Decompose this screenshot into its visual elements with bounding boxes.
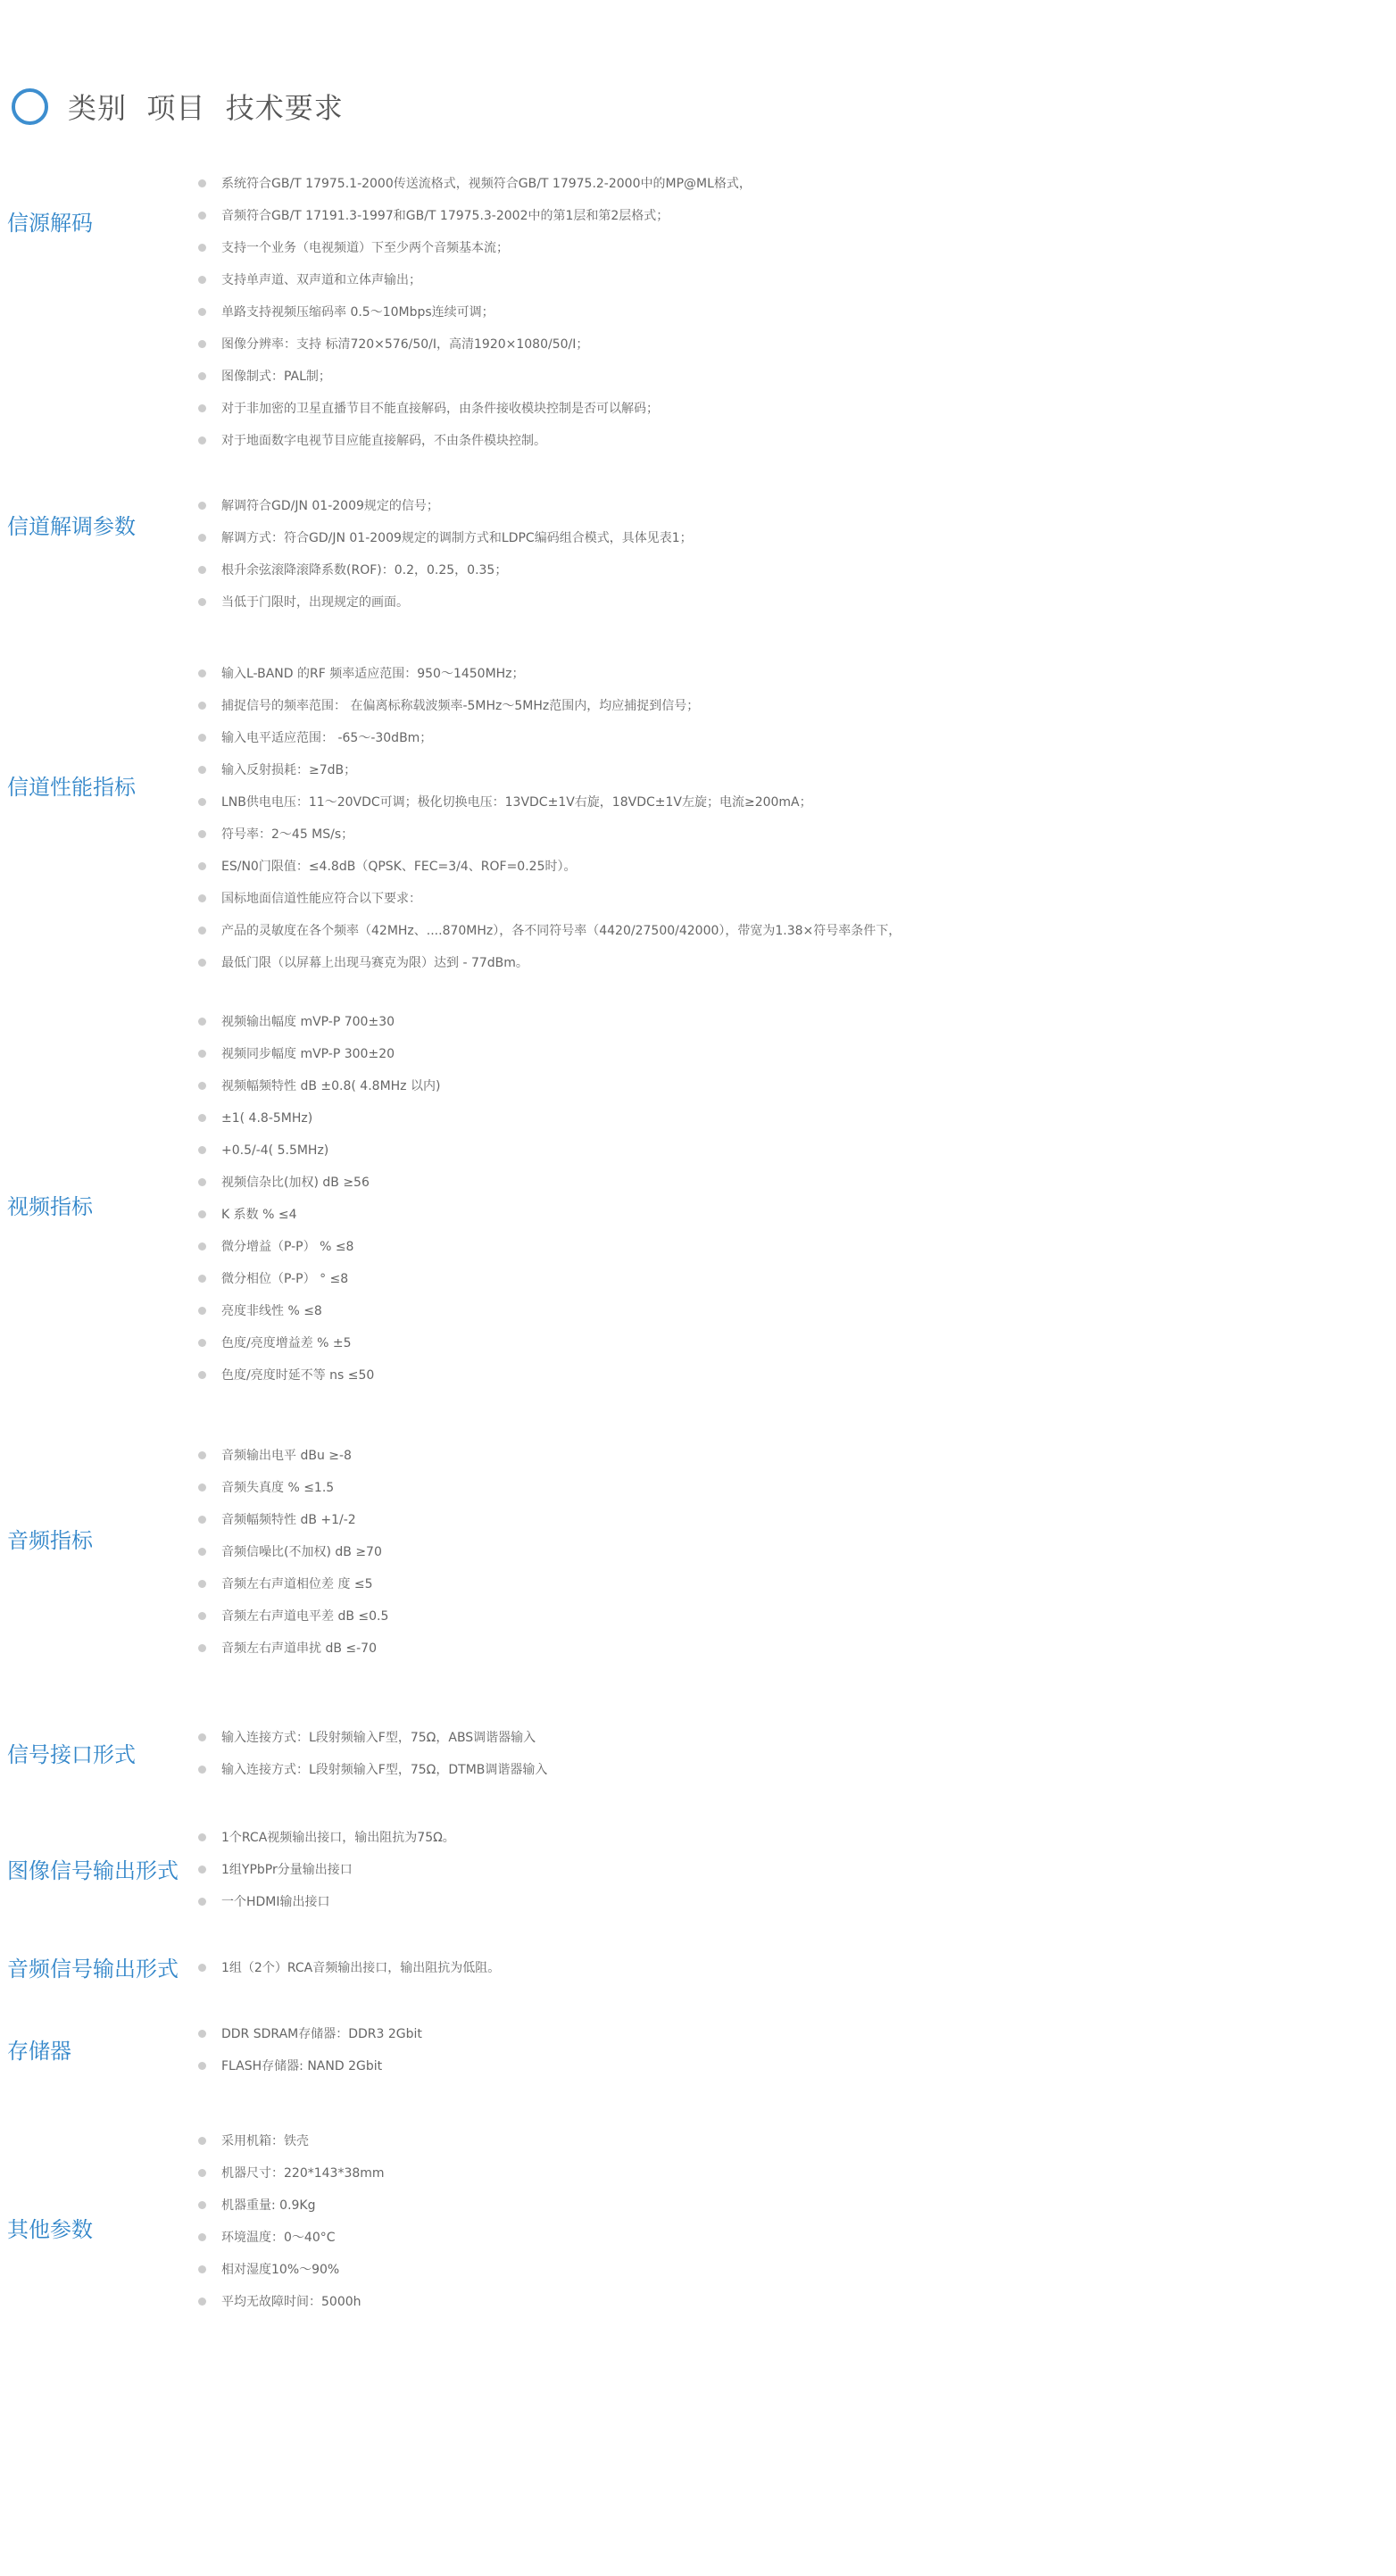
- spec-item: 视频信杂比(加权) dB ≥56: [221, 1176, 370, 1190]
- bullet-icon: [198, 2062, 206, 2070]
- bullet-icon: [198, 862, 206, 870]
- bullet-icon: [198, 766, 206, 774]
- bullet-icon: [198, 1114, 206, 1122]
- category-label: 信号接口形式: [7, 1742, 136, 1767]
- bullet-icon: [198, 244, 206, 252]
- spec-item: 符号率：2～45 MS/s；: [221, 827, 354, 842]
- bullet-icon: [198, 1964, 206, 1972]
- bullet-icon: [198, 1612, 206, 1620]
- bullet-icon: [198, 894, 206, 902]
- spec-item: 最低门限（以屏幕上出现马赛克为限）达到 - 77dBm。: [221, 956, 528, 970]
- category-label: 存储器: [7, 2039, 71, 2064]
- bullet-icon: [198, 1451, 206, 1459]
- spec-item: 音频符合GB/T 17191.3-1997和GB/T 17975.3-2002中的第1层和第2层格式；: [221, 209, 669, 223]
- spec-item: 音频信噪比(不加权) dB ≥70: [221, 1545, 382, 1559]
- bullet-icon: [198, 566, 206, 574]
- spec-item: 机器尺寸：220*143*38mm: [221, 2166, 385, 2181]
- category-label: 音频信号输出形式: [7, 1957, 179, 1982]
- bullet-icon: [198, 1733, 206, 1741]
- spec-item: 当低于门限时，出现规定的画面。: [221, 595, 409, 610]
- spec-item: 输入反射损耗：≥7dB；: [221, 763, 357, 777]
- bullet-icon: [198, 2169, 206, 2177]
- bullet-icon: [198, 1548, 206, 1556]
- bullet-icon: [198, 1275, 206, 1283]
- bullet-icon: [198, 669, 206, 677]
- bullet-icon: [198, 2233, 206, 2241]
- spec-item: 色度/亮度增益差 % ±5: [221, 1336, 352, 1350]
- spec-item: 音频失真度 % ≤1.5: [221, 1481, 335, 1495]
- spec-item: 平均无故障时间：5000h: [221, 2295, 361, 2309]
- bullet-icon: [198, 1082, 206, 1090]
- bullet-icon: [198, 1050, 206, 1058]
- category-label: 视频指标: [7, 1194, 93, 1219]
- spec-item: 色度/亮度时延不等 ns ≤50: [221, 1368, 375, 1383]
- spec-item: 图像分辨率：支持 标清720×576/50/I，高清1920×1080/50/I；: [221, 337, 589, 352]
- bullet-icon: [198, 2265, 206, 2273]
- bullet-icon: [198, 2298, 206, 2306]
- bullet-icon: [198, 1307, 206, 1315]
- page-title: 类别 项目 技术要求: [68, 91, 344, 125]
- bullet-icon: [198, 959, 206, 967]
- spec-item: FLASH存储器: NAND 2Gbit: [221, 2059, 383, 2073]
- spec-item: 音频左右声道串扰 dB ≤-70: [221, 1641, 377, 1656]
- bullet-icon: [198, 598, 206, 606]
- bullet-icon: [198, 1018, 206, 1026]
- spec-item: 音频左右声道电平差 dB ≤0.5: [221, 1609, 389, 1624]
- bullet-icon: [198, 179, 206, 187]
- spec-item: 对于地面数字电视节目应能直接解码，不由条件模块控制。: [221, 434, 546, 448]
- spec-item: 亮度非线性 % ≤8: [221, 1304, 322, 1318]
- spec-item: DDR SDRAM存储器：DDR3 2Gbit: [221, 2027, 422, 2041]
- bullet-icon: [198, 2030, 206, 2038]
- spec-item: ±1( 4.8-5MHz): [221, 1111, 313, 1126]
- bullet-icon: [198, 1898, 206, 1906]
- spec-item: 视频同步幅度 mVP-P 300±20: [221, 1047, 395, 1061]
- spec-item: 单路支持视频压缩码率 0.5～10Mbps连续可调；: [221, 305, 494, 320]
- bullet-icon: [198, 1833, 206, 1841]
- category-label: 信道解调参数: [7, 514, 136, 539]
- spec-item: 输入连接方式：L段射频输入F型，75Ω，DTMB调谐器输入: [221, 1763, 548, 1777]
- spec-item: 对于非加密的卫星直播节目不能直接解码，由条件接收模块控制是否可以解码；: [221, 402, 659, 416]
- spec-item: 相对湿度10%～90%: [221, 2263, 340, 2277]
- bullet-icon: [198, 2137, 206, 2145]
- bullet-icon: [198, 404, 206, 412]
- spec-item: 音频输出电平 dBu ≥-8: [221, 1449, 352, 1463]
- bullet-icon: [198, 1516, 206, 1524]
- bullet-icon: [198, 1866, 206, 1874]
- spec-item: LNB供电电压：11～20VDC可调；极化切换电压：13VDC±1V右旋，18VDC±1V左旋；电流≥200mA；: [221, 795, 812, 810]
- bullet-icon: [198, 830, 206, 838]
- spec-item: 支持一个业务（电视频道）下至少两个音频基本流；: [221, 241, 509, 255]
- spec-item: 音频幅频特性 dB +1/-2: [221, 1513, 356, 1527]
- bullet-icon: [198, 340, 206, 348]
- bullet-icon: [198, 1178, 206, 1186]
- spec-item: 根升余弦滚降滚降系数(ROF)：0.2，0.25，0.35；: [221, 563, 508, 578]
- spec-item: 输入电平适应范围： -65～-30dBm；: [221, 731, 433, 745]
- bullet-icon: [198, 436, 206, 445]
- spec-item: 视频幅频特性 dB ±0.8( 4.8MHz 以内): [221, 1079, 441, 1093]
- bullet-icon: [198, 1371, 206, 1379]
- spec-item: 支持单声道、双声道和立体声输出；: [221, 273, 421, 287]
- spec-item: 音频左右声道相位差 度 ≤5: [221, 1577, 373, 1591]
- spec-item: K 系数 % ≤4: [221, 1208, 297, 1222]
- bullet-icon: [198, 1580, 206, 1588]
- bullet-icon: [198, 927, 206, 935]
- spec-item: 图像制式：PAL制；: [221, 370, 331, 384]
- bullet-icon: [198, 1210, 206, 1218]
- category-label: 信源解码: [7, 211, 93, 236]
- bullet-icon: [198, 1146, 206, 1154]
- spec-item: 输入L-BAND 的RF 频率适应范围：950～1450MHz；: [221, 667, 525, 681]
- circle-icon: [12, 88, 48, 125]
- bullet-icon: [198, 276, 206, 284]
- bullet-icon: [198, 1483, 206, 1492]
- spec-item: 环境温度：0～40°C: [221, 2231, 336, 2245]
- bullet-icon: [198, 2201, 206, 2209]
- spec-item: 解调符合GD/JN 01-2009规定的信号；: [221, 499, 439, 513]
- spec-item: 解调方式：符合GD/JN 01-2009规定的调制方式和LDPC编码组合模式，具体见表1；: [221, 531, 693, 545]
- spec-item: 1个RCA视频输出接口，输出阻抗为75Ω。: [221, 1831, 455, 1845]
- spec-item: 捕捉信号的频率范围： 在偏离标称载波频率-5MHz～5MHz范围内，均应捕捉到信号；: [221, 699, 700, 713]
- bullet-icon: [198, 212, 206, 220]
- spec-item: ES/N0门限值：≤4.8dB（QPSK、FEC=3/4、ROF=0.25时）。: [221, 860, 577, 874]
- bullet-icon: [198, 1242, 206, 1251]
- spec-item: 输入连接方式：L段射频输入F型，75Ω，ABS调谐器输入: [221, 1731, 536, 1745]
- bullet-icon: [198, 1644, 206, 1652]
- spec-item: 一个HDMI输出接口: [221, 1895, 330, 1909]
- spec-item: 系统符合GB/T 17975.1-2000传送流格式，视频符合GB/T 17975.2-2000中的MP@ML格式，: [221, 177, 752, 191]
- bullet-icon: [198, 798, 206, 806]
- spec-item: 微分增益（P-P） % ≤8: [221, 1240, 354, 1254]
- category-label: 其他参数: [7, 2217, 93, 2242]
- spec-item: 产品的灵敏度在各个频率（42MHz、....870MHz），各不同符号率（4420/27500/42000），带宽为1.38×符号率条件下，: [221, 924, 902, 938]
- bullet-icon: [198, 1339, 206, 1347]
- bullet-icon: [198, 1766, 206, 1774]
- category-label: 音频指标: [7, 1528, 93, 1553]
- spec-item: 1组（2个）RCA音频输出接口，输出阻抗为低阻。: [221, 1961, 501, 1975]
- spec-item: 采用机箱：铁壳: [221, 2134, 309, 2148]
- category-label: 信道性能指标: [7, 775, 136, 800]
- bullet-icon: [198, 702, 206, 710]
- category-label: 图像信号输出形式: [7, 1858, 179, 1883]
- spec-item: 机器重量: 0.9Kg: [221, 2198, 316, 2213]
- spec-item: 国标地面信道性能应符合以下要求：: [221, 892, 421, 906]
- bullet-icon: [198, 734, 206, 742]
- bullet-icon: [198, 534, 206, 542]
- bullet-icon: [198, 502, 206, 510]
- spec-item: 视频输出幅度 mVP-P 700±30: [221, 1015, 395, 1029]
- bullet-icon: [198, 372, 206, 380]
- spec-item: 微分相位（P-P） ° ≤8: [221, 1272, 349, 1286]
- spec-item: 1组YPbPr分量输出接口: [221, 1863, 353, 1877]
- spec-item: +0.5/-4( 5.5MHz): [221, 1143, 329, 1158]
- bullet-icon: [198, 308, 206, 316]
